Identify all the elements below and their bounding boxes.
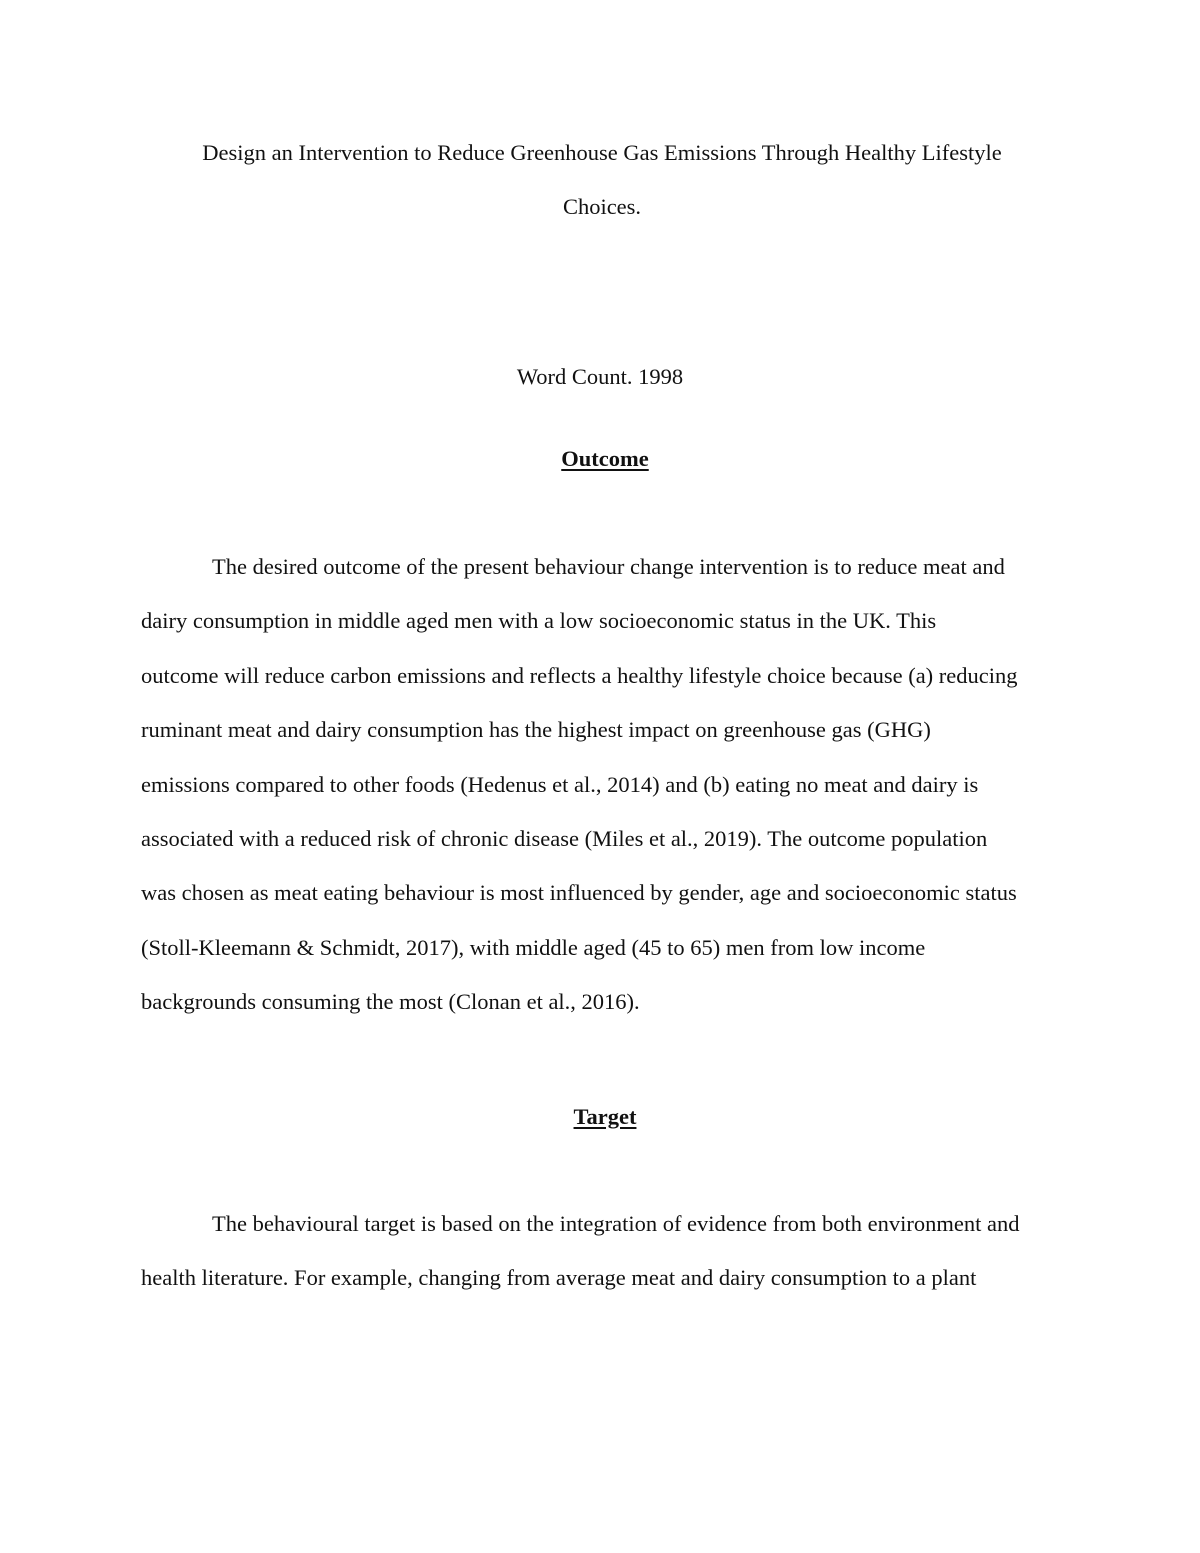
section-heading-outcome: Outcome bbox=[561, 446, 649, 471]
paragraph-line: The desired outcome of the present behaviour change intervention is to reduce meat and bbox=[212, 554, 1005, 579]
paragraph-line: (Stoll-Kleemann & Schmidt, 2017), with middle aged (45 to 65) men from low income bbox=[141, 934, 926, 960]
paragraph-line: outcome will reduce carbon emissions and reflects a healthy lifestyle choice because (a) reducing bbox=[141, 662, 1018, 688]
paragraph-line: health literature. For example, changing from average meat and dairy consumption to a plant bbox=[141, 1265, 977, 1291]
section-paragraph-target bbox=[141, 1197, 1071, 1306]
paragraph-line: ruminant meat and dairy consumption has the highest impact on greenhouse gas (GHG) bbox=[141, 717, 931, 743]
section-heading-target: Target bbox=[573, 1104, 637, 1129]
paragraph-line: The behavioural target is based on the integration of evidence from both environment and bbox=[212, 1211, 1020, 1236]
document-title bbox=[140, 126, 1064, 235]
word-count: Word Count. 1998 bbox=[516, 364, 684, 389]
paragraph-line: was chosen as meat eating behaviour is most influenced by gender, age and socioeconomic status bbox=[141, 880, 1017, 906]
title-line: Choices. bbox=[562, 194, 642, 220]
title-line: Design an Intervention to Reduce Greenhouse Gas Emissions Through Healthy Lifestyle bbox=[202, 140, 1002, 165]
paragraph-line: associated with a reduced risk of chronic disease (Miles et al., 2019). The outcome population bbox=[141, 826, 988, 852]
section-paragraph-outcome bbox=[141, 540, 1071, 1030]
paragraph-line: dairy consumption in middle aged men with a low socioeconomic status in the UK. This bbox=[141, 608, 937, 634]
paragraph-line: emissions compared to other foods (Hedenus et al., 2014) and (b) eating no meat and dairy is bbox=[141, 771, 979, 797]
paragraph-line: backgrounds consuming the most (Clonan et al., 2016). bbox=[141, 989, 640, 1015]
